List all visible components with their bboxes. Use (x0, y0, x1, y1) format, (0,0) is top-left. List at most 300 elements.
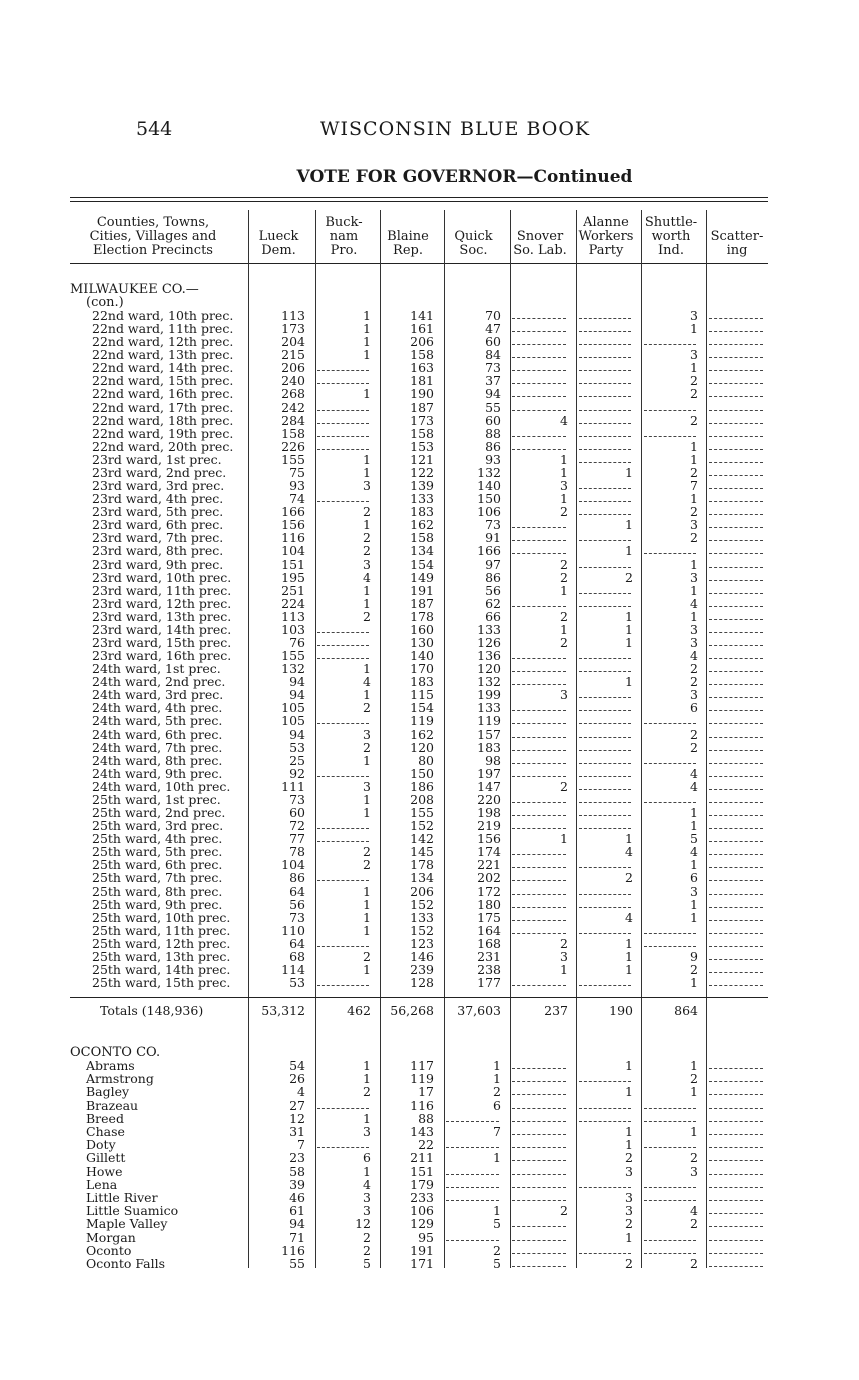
table-cell: 3 (363, 1203, 371, 1218)
table-cell: 106 (410, 1203, 434, 1218)
table-cell: 2 (363, 740, 371, 755)
table-cell: 163 (410, 360, 434, 375)
table-cell (644, 1244, 696, 1254)
table-cell: 140 (410, 648, 434, 663)
table-cell: 73 (485, 360, 501, 375)
table-cell (644, 924, 696, 934)
table-cell: 3 (690, 570, 698, 585)
table-cell: 155 (281, 648, 305, 663)
precinct-label: 23rd ward, 9th prec. (92, 557, 224, 572)
table-cell: 206 (410, 884, 434, 899)
precinct-label: 25th ward, 15th prec. (92, 975, 231, 990)
table-cell (709, 806, 763, 816)
table-cell: 2 (363, 543, 371, 558)
table-cell: 1 (625, 543, 633, 558)
table-cell: 251 (281, 583, 305, 598)
table-cell: 151 (410, 1164, 434, 1179)
precinct-label: 22nd ward, 18th prec. (92, 413, 234, 428)
table-cell: 3 (363, 1124, 371, 1139)
table-cell (709, 440, 763, 450)
table-cell: 2 (690, 1256, 698, 1271)
table-cell: 1 (363, 321, 371, 336)
table-cell (317, 832, 369, 842)
table-cell: 2 (363, 844, 371, 859)
table-cell (317, 714, 369, 724)
precinct-label: 24th ward, 6th prec. (92, 727, 223, 742)
table-cell (512, 741, 566, 751)
table-cell: 171 (410, 1256, 434, 1271)
precinct-label: 25th ward, 5th prec. (92, 844, 223, 859)
table-cell (317, 937, 369, 947)
table-row (0, 976, 859, 989)
table-cell: 1 (363, 805, 371, 820)
table-cell (512, 1165, 566, 1175)
town-label: Gillett (86, 1150, 126, 1165)
table-cell: 284 (281, 413, 305, 428)
town-label: Lena (86, 1177, 118, 1192)
table-cell (579, 558, 631, 568)
table-cell (512, 911, 566, 921)
table-cell (579, 309, 631, 319)
town-label: Oconto (86, 1243, 132, 1258)
table-cell: 4 (363, 674, 371, 689)
table-cell: 2 (625, 1256, 633, 1271)
table-cell: 23 (289, 1150, 305, 1165)
table-cell (317, 767, 369, 777)
table-cell (579, 858, 631, 868)
table-cell (579, 714, 631, 724)
table-cell: 1 (690, 857, 698, 872)
table-cell: 231 (477, 949, 501, 964)
table-cell: 220 (477, 792, 501, 807)
table-cell: 7 (690, 478, 698, 493)
table-cell (512, 440, 566, 450)
table-cell: 1 (625, 674, 633, 689)
table-cell: 1 (625, 635, 633, 650)
precinct-label: 25th ward, 8th prec. (92, 884, 223, 899)
table-cell: 4 (297, 1084, 305, 1099)
precinct-label: 24th ward, 2nd prec. (92, 674, 226, 689)
table-cell (709, 518, 763, 528)
table-cell (579, 387, 631, 397)
table-cell (512, 544, 566, 554)
table-cell: 202 (477, 870, 501, 885)
town-label: Doty (86, 1137, 116, 1152)
precinct-label: 22nd ward, 14th prec. (92, 360, 234, 375)
table-cell: 91 (485, 530, 501, 545)
table-cell: 86 (485, 570, 501, 585)
precinct-label: 25th ward, 13th prec. (92, 949, 231, 964)
table-cell (709, 1125, 763, 1135)
table-row (0, 714, 859, 727)
table-cell (709, 911, 763, 921)
table-cell: 110 (281, 923, 305, 938)
table-cell (579, 322, 631, 332)
table-cell: 175 (477, 910, 501, 925)
table-cell: 117 (410, 1058, 434, 1073)
table-cell: 104 (281, 857, 305, 872)
table-cell: 17 (418, 1084, 434, 1099)
column-header: Buck- nam Pro. (325, 215, 363, 258)
table-cell: 3 (560, 687, 568, 702)
table-cell: 1 (625, 936, 633, 951)
table-cell: 5 (690, 831, 698, 846)
table-cell (709, 466, 763, 476)
table-cell (579, 1099, 631, 1109)
table-cell (644, 1231, 696, 1241)
page-number: 544 (136, 118, 173, 140)
table-cell (579, 741, 631, 751)
table-cell (512, 858, 566, 868)
table-cell: 94 (289, 674, 305, 689)
table-cell: 22 (418, 1137, 434, 1152)
table-cell (709, 1059, 763, 1069)
table-cell: 2 (363, 1243, 371, 1258)
column-header: Quick Soc. (454, 229, 493, 258)
table-cell: 104 (281, 543, 305, 558)
table-cell (709, 531, 763, 541)
table-cell: 1 (690, 439, 698, 454)
table-cell (579, 531, 631, 541)
table-cell: 55 (289, 1256, 305, 1271)
precinct-label: 25th ward, 3rd prec. (92, 818, 224, 833)
table-cell: 122 (410, 465, 434, 480)
precinct-label: 22nd ward, 16th prec. (92, 386, 234, 401)
table-cell (579, 976, 631, 986)
table-cell: 147 (477, 779, 501, 794)
table-cell (644, 1191, 696, 1201)
table-cell: 219 (477, 818, 501, 833)
total-cell: 190 (609, 1003, 633, 1018)
table-cell (512, 675, 566, 685)
table-cell: 158 (410, 530, 434, 545)
table-cell: 239 (410, 962, 434, 977)
table-cell (709, 374, 763, 384)
table-cell: 139 (410, 478, 434, 493)
town-label: Maple Valley (86, 1216, 168, 1231)
table-cell (709, 597, 763, 607)
table-cell: 1 (625, 1137, 633, 1152)
table-cell (512, 1112, 566, 1122)
table-cell: 199 (477, 687, 501, 702)
table-cell: 4 (690, 1203, 698, 1218)
table-cell: 2 (363, 504, 371, 519)
table-cell: 2 (560, 936, 568, 951)
table-cell: 2 (363, 609, 371, 624)
table-cell: 206 (281, 360, 305, 375)
table-cell: 2 (625, 1150, 633, 1165)
table-cell (512, 1059, 566, 1069)
table-cell: 170 (410, 661, 434, 676)
table-cell: 1 (690, 975, 698, 990)
table-cell: 3 (560, 478, 568, 493)
table-cell: 154 (410, 557, 434, 572)
table-cell: 143 (410, 1124, 434, 1139)
table-cell (579, 754, 631, 764)
column-header: Scatter- ing (710, 229, 764, 258)
table-cell: 1 (363, 517, 371, 532)
table-cell: 1 (560, 583, 568, 598)
table-cell: 183 (410, 674, 434, 689)
table-cell: 1 (363, 897, 371, 912)
table-cell (579, 492, 631, 502)
table-cell: 187 (410, 596, 434, 611)
table-cell: 3 (363, 779, 371, 794)
table-cell (709, 348, 763, 358)
table-cell (512, 1099, 566, 1109)
table-cell: 128 (410, 975, 434, 990)
table-cell: 197 (477, 766, 501, 781)
table-cell: 160 (410, 622, 434, 637)
table-cell: 1 (363, 596, 371, 611)
town-label: Armstrong (86, 1071, 154, 1086)
table-cell: 1 (363, 1058, 371, 1073)
table-cell (579, 427, 631, 437)
table-cell (709, 387, 763, 397)
table-cell (317, 623, 369, 633)
table-cell: 2 (625, 870, 633, 885)
table-cell: 72 (289, 818, 305, 833)
table-cell: 2 (690, 1216, 698, 1231)
table-cell (317, 401, 369, 411)
precinct-label: 23rd ward, 5th prec. (92, 504, 224, 519)
table-cell (579, 348, 631, 358)
precinct-label: 24th ward, 10th prec. (92, 779, 231, 794)
table-cell: 268 (281, 386, 305, 401)
table-cell (709, 662, 763, 672)
precinct-label: 25th ward, 14th prec. (92, 962, 231, 977)
county-subtitle: (con.) (86, 295, 124, 310)
table-cell: 75 (289, 465, 305, 480)
table-cell: 113 (281, 609, 305, 624)
table-cell (512, 898, 566, 908)
table-cell: 123 (410, 936, 434, 951)
table-cell: 204 (281, 334, 305, 349)
table-cell: 158 (410, 347, 434, 362)
table-cell: 56 (289, 897, 305, 912)
table-cell: 1 (625, 1124, 633, 1139)
table-cell: 2 (690, 504, 698, 519)
totals-label: Totals (148,936) (100, 1003, 204, 1018)
table-cell: 206 (410, 334, 434, 349)
table-cell: 2 (560, 1203, 568, 1218)
table-cell: 221 (477, 857, 501, 872)
table-cell: 183 (410, 504, 434, 519)
table-cell: 1 (690, 1058, 698, 1073)
table-cell: 25 (289, 753, 305, 768)
table-cell: 121 (410, 452, 434, 467)
table-cell: 2 (363, 530, 371, 545)
table-cell: 70 (485, 308, 501, 323)
table-cell: 156 (281, 517, 305, 532)
table-cell: 238 (477, 962, 501, 977)
table-row (0, 283, 859, 296)
table-cell: 105 (281, 700, 305, 715)
table-cell (512, 322, 566, 332)
town-label: Bagley (86, 1084, 130, 1099)
table-cell: 27 (289, 1098, 305, 1113)
top-rule (70, 197, 768, 198)
table-cell: 4 (690, 766, 698, 781)
precinct-label: 24th ward, 4th prec. (92, 700, 223, 715)
table-cell: 1 (690, 321, 698, 336)
table-cell: 1 (690, 910, 698, 925)
precinct-label: 25th ward, 6th prec. (92, 857, 223, 872)
precinct-label: 23rd ward, 13th prec. (92, 609, 232, 624)
table-cell (579, 401, 631, 411)
table-cell: 54 (289, 1058, 305, 1073)
table-cell: 154 (410, 700, 434, 715)
table-row (0, 544, 859, 557)
table-cell (644, 1112, 696, 1122)
table-cell: 93 (289, 478, 305, 493)
table-cell: 1 (625, 517, 633, 532)
table-cell: 186 (410, 779, 434, 794)
table-cell (709, 937, 763, 947)
precinct-label: 25th ward, 9th prec. (92, 897, 223, 912)
table-cell: 224 (281, 596, 305, 611)
table-cell: 1 (690, 1084, 698, 1099)
table-cell: 2 (690, 1071, 698, 1086)
table-cell: 134 (410, 543, 434, 558)
table-cell: 62 (485, 596, 501, 611)
table-cell (709, 1072, 763, 1082)
table-cell: 68 (289, 949, 305, 964)
table-cell (512, 714, 566, 724)
total-cell: 864 (674, 1003, 698, 1018)
table-cell (512, 1072, 566, 1082)
table-cell: 12 (355, 1216, 371, 1231)
table-cell: 1 (363, 1111, 371, 1126)
table-cell: 178 (410, 857, 434, 872)
table-cell: 1 (363, 583, 371, 598)
town-label: Morgan (86, 1230, 136, 1245)
table-cell: 105 (281, 713, 305, 728)
precinct-label: 22nd ward, 17th prec. (92, 400, 234, 415)
precinct-label: 25th ward, 1st prec. (92, 792, 221, 807)
table-cell: 60 (289, 805, 305, 820)
column-header: Counties, Towns, Cities, Villages and Election Precincts (89, 215, 217, 258)
table-row (0, 387, 859, 400)
table-cell (709, 610, 763, 620)
table-cell: 152 (410, 897, 434, 912)
table-cell: 114 (281, 962, 305, 977)
table-cell: 191 (410, 1243, 434, 1258)
town-label: Brazeau (86, 1098, 139, 1113)
table-cell (512, 1244, 566, 1254)
table-cell: 1 (363, 1071, 371, 1086)
table-cell (709, 361, 763, 371)
book-title: WISCONSIN BLUE BOOK (320, 118, 591, 140)
table-cell: 1 (690, 583, 698, 598)
table-cell: 2 (690, 661, 698, 676)
table-cell: 2 (560, 504, 568, 519)
precinct-label: 23rd ward, 11th prec. (92, 583, 232, 598)
table-cell (579, 885, 631, 895)
table-cell (512, 649, 566, 659)
precinct-label: 23rd ward, 12th prec. (92, 596, 232, 611)
precinct-label: 23rd ward, 8th prec. (92, 543, 224, 558)
table-cell: 162 (410, 517, 434, 532)
precinct-label: 25th ward, 10th prec. (92, 910, 231, 925)
table-cell: 174 (477, 844, 501, 859)
table-cell: 116 (410, 1098, 434, 1113)
table-cell: 2 (363, 949, 371, 964)
table-cell (644, 937, 696, 947)
table-cell (579, 584, 631, 594)
table-cell: 166 (477, 543, 501, 558)
table-cell: 132 (477, 674, 501, 689)
table-cell: 211 (410, 1150, 434, 1165)
table-cell: 119 (477, 713, 501, 728)
table-cell (512, 924, 566, 934)
table-cell (709, 427, 763, 437)
table-cell: 113 (281, 308, 305, 323)
precinct-label: 22nd ward, 13th prec. (92, 347, 234, 362)
table-cell (709, 335, 763, 345)
table-cell: 94 (289, 687, 305, 702)
table-cell (446, 1138, 499, 1148)
table-cell: 61 (289, 1203, 305, 1218)
table-row (0, 1151, 859, 1164)
table-cell: 2 (560, 635, 568, 650)
table-cell (446, 1112, 499, 1122)
table-cell: 1 (363, 910, 371, 925)
table-cell (644, 714, 696, 724)
table-cell: 2 (690, 727, 698, 742)
table-cell: 226 (281, 439, 305, 454)
table-cell: 157 (477, 727, 501, 742)
table-cell (512, 1138, 566, 1148)
table-cell: 132 (477, 465, 501, 480)
table-cell (512, 728, 566, 738)
table-cell (512, 1191, 566, 1201)
table-cell (579, 819, 631, 829)
precinct-label: 23rd ward, 15th prec. (92, 635, 232, 650)
table-cell (512, 1151, 566, 1161)
table-cell (579, 806, 631, 816)
table-cell: 2 (625, 1216, 633, 1231)
table-cell: 2 (493, 1084, 501, 1099)
table-cell: 97 (485, 557, 501, 572)
table-cell (579, 440, 631, 450)
table-cell: 156 (477, 831, 501, 846)
table-cell: 3 (625, 1164, 633, 1179)
table-cell (709, 571, 763, 581)
table-cell: 198 (477, 805, 501, 820)
table-cell: 6 (363, 1150, 371, 1165)
table-cell: 1 (363, 792, 371, 807)
table-cell: 1 (690, 452, 698, 467)
table-cell (709, 871, 763, 881)
table-cell: 152 (410, 818, 434, 833)
table-cell (709, 741, 763, 751)
table-cell: 2 (690, 373, 698, 388)
table-cell: 84 (485, 347, 501, 362)
table-cell: 1 (363, 923, 371, 938)
table-cell (579, 701, 631, 711)
table-cell (579, 479, 631, 489)
total-cell: 237 (544, 1003, 568, 1018)
precinct-label: 23rd ward, 10th prec. (92, 570, 232, 585)
table-cell (644, 335, 696, 345)
table-cell: 95 (418, 1230, 434, 1245)
table-cell (644, 427, 696, 437)
table-cell: 4 (625, 910, 633, 925)
table-cell (579, 767, 631, 777)
table-cell (709, 1217, 763, 1227)
table-cell (317, 819, 369, 829)
